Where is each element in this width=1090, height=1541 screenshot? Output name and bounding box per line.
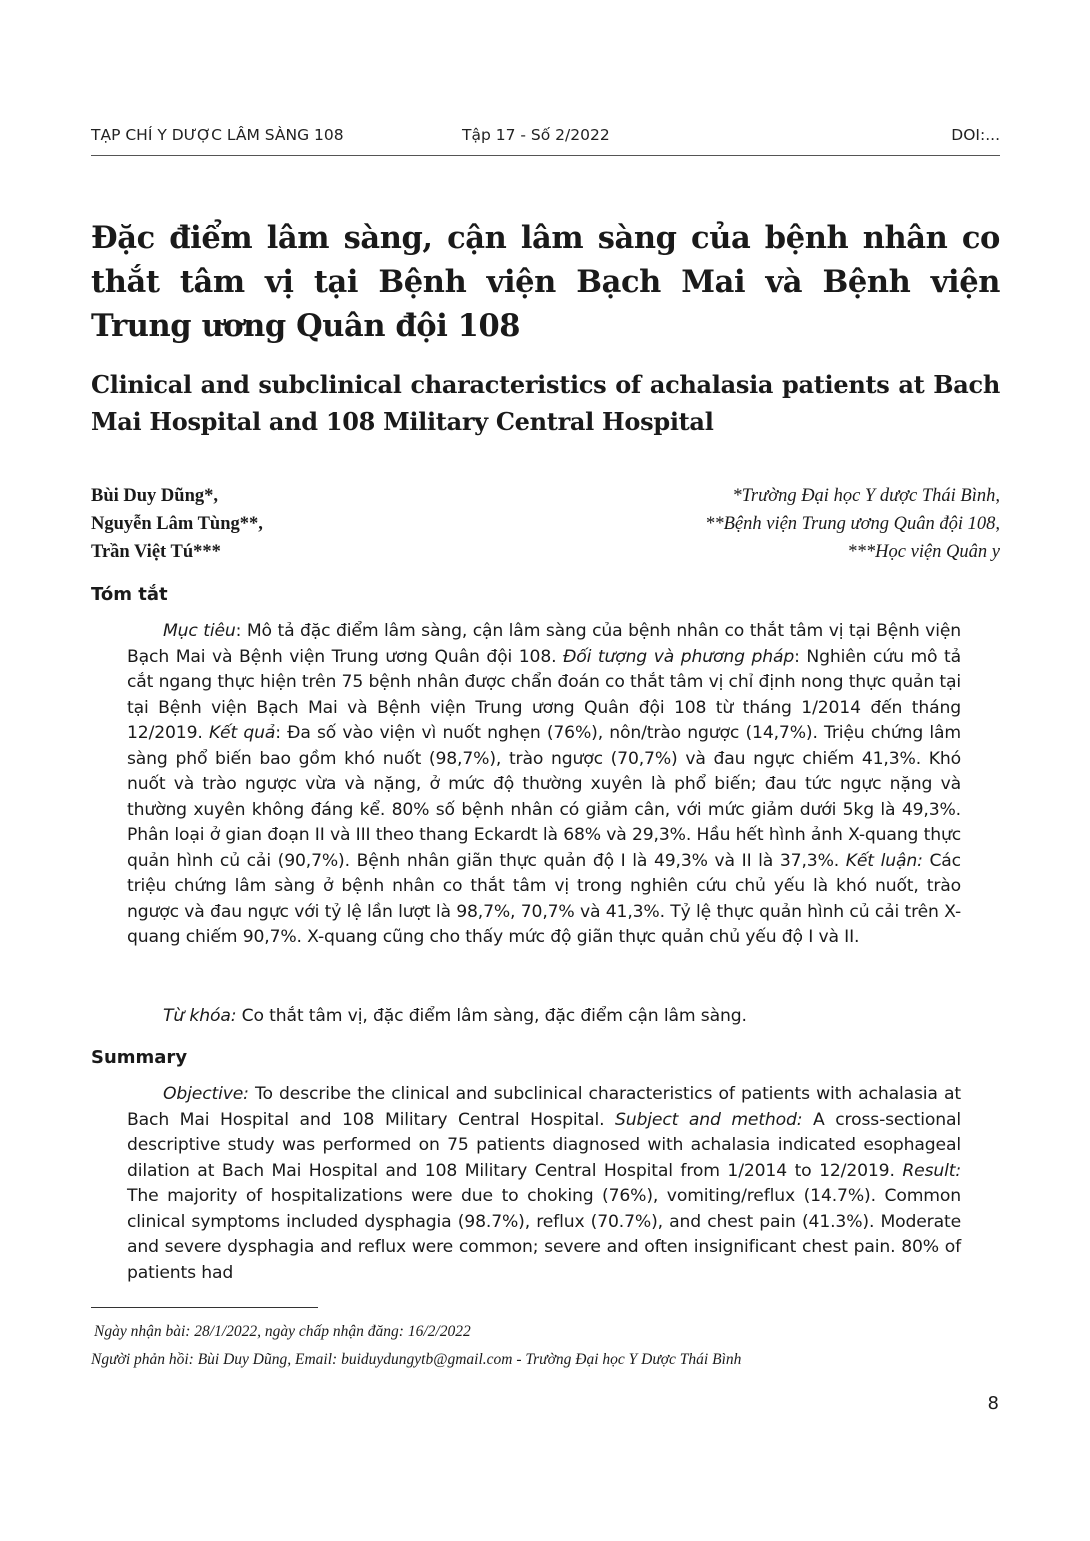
- abstract-en-body: [127, 1082, 961, 1286]
- running-header: [91, 126, 1000, 150]
- result-label: Result:: [902, 1160, 961, 1181]
- author-name: Nguyễn Lâm Tùng**,: [91, 514, 263, 534]
- author-list: [91, 482, 531, 566]
- objective-label: Mục tiêu: [163, 621, 236, 641]
- method-label: Đối tượng và phương pháp: [563, 646, 795, 667]
- affiliation-list: [540, 482, 1000, 566]
- abstract-vi-body: [127, 619, 961, 951]
- doi-label: DOI:...: [951, 126, 1000, 144]
- affiliation: ***Học viện Quân y: [847, 542, 1000, 562]
- abstract-en-heading: Summary: [91, 1047, 188, 1068]
- keywords-label: Từ khóa:: [163, 1006, 237, 1026]
- method-text: A cross-sectional descriptive study was performed on 75 patients diagnosed with achalasia indicated esophageal dilation at Bach Mai Hospital and 108 Military Central Hospital from 1/2014 to 12/2019.: [127, 1109, 961, 1181]
- footnote-divider: [91, 1307, 318, 1308]
- author-name: Bùi Duy Dũng*,: [91, 486, 218, 506]
- affiliation: **Bệnh viện Trung ương Quân đội 108,: [705, 514, 1000, 534]
- issue-info: Tập 17 - Số 2/2022: [462, 126, 610, 144]
- journal-name: TẠP CHÍ Y DƯỢC LÂM SÀNG 108: [91, 126, 344, 144]
- result-text: The majority of hospitalizations were due to choking (76%), vomiting/reflux (14.7%). Common clinical symptoms included dysphagia (98.7%), reflux (70.7%), and chest pain (41.3%). Moderate and severe dysphagia and reflux were common; severe and often insignificant chest pain. 80% of patients had: [127, 1186, 961, 1283]
- result-label: Kết quả: [208, 723, 276, 743]
- conclusion-label: Kết luận:: [845, 850, 923, 871]
- objective-text: : Mô tả đặc điểm lâm sàng, cận lâm sàng của bệnh nhân co thắt tâm vị tại Bệnh viện Bạch Mai và Bệnh viện Trung ương Quân đội 108.: [127, 621, 961, 667]
- abstract-vi-heading: Tóm tắt: [91, 584, 168, 605]
- page-number: 8: [987, 1393, 999, 1414]
- method-label: Subject and method:: [615, 1109, 803, 1130]
- affiliation: *Trường Đại học Y dược Thái Bình,: [732, 486, 1000, 506]
- footnote-received: Ngày nhận bài: 28/1/2022, ngày chấp nhận đăng: 16/2/2022: [94, 1323, 471, 1340]
- keywords: [127, 1004, 961, 1030]
- header-divider: [91, 155, 1000, 156]
- objective-label: Objective:: [163, 1084, 249, 1104]
- title-vietnamese: Đặc điểm lâm sàng, cận lâm sàng của bệnh nhân co thắt tâm vị tại Bệnh viện Bạch Mai và Bệnh viện Trung ương Quân đội 108: [91, 220, 1000, 344]
- footnote-correspondence: Người phản hồi: Bùi Duy Dũng, Email: buiduydungytb@gmail.com - Trường Đại học Y Dược Thái Bình: [91, 1351, 742, 1368]
- result-text: : Đa số vào viện vì nuốt nghẹn (76%), nôn/trào ngược (14,7%). Triệu chứng lâm sàng phổ biến bao gồm khó nuốt (98,7%), trào ngược (70,7%) và đau ngực chiếm 41,3%. Khó nuốt và trào ngược vừa và nặng, ở mức độ thường xuyên là phổ biến; đau tức ngực nặng và thường xuyên không đáng kể. 80% số bệnh nhân có giảm cân, với mức giảm dưới 5kg là 49,3%. Phân loại ở gian đoạn II và III theo thang Eckardt là 68% và 29,3%. Hầu hết hình ảnh X-quang thực quản hình củ cải (90,7%). Bệnh nhân giãn thực quản độ I là 49,3% và II là 37,3%.: [127, 723, 961, 871]
- title-english: Clinical and subclinical characteristics of achalasia patients at Bach Mai Hospital and 108 Military Central Hospital: [91, 370, 1000, 436]
- keywords-text: Co thắt tâm vị, đặc điểm lâm sàng, đặc điểm cận lâm sàng.: [236, 1006, 747, 1026]
- objective-text: To describe the clinical and subclinical characteristics of patients with achalasia at Bach Mai Hospital and 108 Military Central Hospital.: [127, 1084, 961, 1130]
- method-text: : Nghiên cứu mô tả cắt ngang thực hiện trên 75 bệnh nhân được chẩn đoán co thắt tâm vị chỉ định nong thực quản tại tại Bệnh viện Bạch Mai và Bệnh viện Trung ương Quân đội 108 từ tháng 1/2014 đến tháng 12/2019.: [127, 646, 961, 743]
- author-name: Trần Việt Tú***: [91, 542, 221, 562]
- conclusion-text: Các triệu chứng lâm sàng ở bệnh nhân co thắt tâm vị trong nghiên cứu chủ yếu là khó nuốt, trào ngược và đau ngực với tỷ lệ lần lượt là 98,7%, 70,7% và 41,3%. Tỷ lệ thực quản hình củ cải trên X-quang chiếm 90,7%. X-quang cũng cho thấy mức độ giãn thực quản chủ yếu độ I và II.: [127, 850, 961, 947]
